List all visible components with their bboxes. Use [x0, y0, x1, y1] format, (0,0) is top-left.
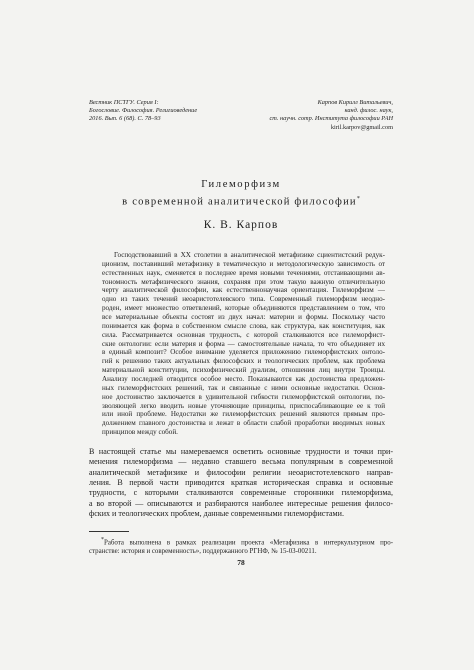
abstract-line: должением главного достоинства и лежат в области слабой проработки вводимых новых [102, 419, 385, 428]
footnote-line: странстве: история и современность», поддержанного РГНФ, № 15-03-00211. [89, 547, 317, 555]
abstract-line: все материальные объекты состоят из двух начал: материи и формы. Поскольку часто [102, 313, 385, 322]
abstract-line: ных гилеморфистских решений, так и связанные с ними основные недостатки. Основ- [102, 383, 385, 392]
author-email[interactable]: kiril.karpov@gmail.com [330, 123, 393, 131]
footnote-line [89, 536, 393, 548]
abstract-line: Господствовавший в ХХ столетии в аналитической метафизике сциентистский редук- [114, 251, 385, 259]
footnote-mark: * [101, 537, 104, 543]
footnote [89, 536, 393, 556]
title-line-1: Гилеморфизм [201, 179, 281, 190]
abstract-line: ное достоинство заключается в удивительной гибкости гилеморфистской онтологии, по- [102, 392, 385, 401]
journal-citation [89, 99, 229, 124]
title-footnote-mark[interactable]: * [356, 196, 360, 202]
body-line: аналитической метафизике и философии религии неоаристотелевского направ- [89, 467, 393, 477]
body-line: В настоящей статье мы намереваемся осветить основные трудности и точки при- [89, 447, 393, 456]
author-name-line: Карпов Кирилл Витальевич, [317, 99, 393, 106]
journal-citation-line: Богословие. Философия. Религиоведение [89, 107, 198, 115]
abstract-line: материальной конституции, психофизический дуализм, отношения лиц внутри Троицы. [102, 366, 385, 375]
author-affiliation [223, 99, 393, 132]
body-line: трудности, с которыми сталкиваются современные сторонники гилеморфизма, [89, 488, 393, 498]
journal-citation-line: Вестник ПСТГУ. Серия I: [89, 99, 159, 106]
abstract-line: понимается как форма в собственном смысле слова, как структура, как конституция, как [102, 321, 385, 330]
abstract-line: или иной проблеме. Недостатки же гилеморфистских решений являются прямым про- [102, 410, 385, 419]
abstract-line: принципов между собой. [102, 428, 178, 437]
footnote-divider [89, 531, 129, 532]
abstract-line: сила. Рассматривается основная трудность, с которой сталкиваются все гилеморфист- [102, 330, 385, 339]
title-line-2-text: в современной аналитической философии [122, 196, 357, 208]
abstract-line: одно из таких течений неоаристотелевского типа. Современный гилеморфизм неодно- [102, 295, 385, 304]
body-paragraph [89, 447, 393, 519]
abstract-line: в единый композит? Особое внимание уделяется приложению гилеморфистских онтоло- [102, 348, 385, 357]
abstract-line: тономность метафизического знания, сохраняя при этом такую важную отличительную [102, 277, 385, 286]
page-number: 78 [237, 558, 245, 567]
body-line: менения гилеморфизма — недавно ставшего весьма популярным в современной [89, 457, 393, 467]
body-line: ления. В первой части приводится краткая историческая справка и основные [89, 478, 393, 488]
abstract-line: роден, имеет множество ответвлений, которые объединяются представлением о том, что [102, 304, 385, 313]
abstract-line: ские онтологии: если материя и форма — самостоятельные начала, то что объединяет их [102, 339, 385, 348]
article-title [89, 178, 393, 210]
author-position-line: ст. научн. сотр. Института философии РАН [269, 115, 393, 123]
abstract-line: гий к решению таких актуальных философских и теологических проблем, как проблема [102, 357, 385, 366]
abstract [102, 251, 385, 437]
author-degree-line: канд. филос. наук, [344, 107, 393, 115]
footnote-text: Работа выполнена в рамках реализации проекта «Метафизика в интеркультурном про- [104, 539, 393, 547]
abstract-line: Анализу последней отводится особое место. Показываются как достоинства предложен- [102, 375, 385, 384]
body-line: фских и теологических проблем, данные современными гилеморфистами. [89, 509, 344, 519]
journal-citation-line: 2016. Вып. 6 (68). С. 78–93 [89, 115, 161, 123]
abstract-line: черту аналитической философии, как естественнонаучная ориентация. Гилеморфизм — [102, 286, 385, 295]
title-line-2 [89, 192, 393, 210]
abstract-line: ционизм, поставивший метафизику в тематическую и методологическую зависимость от [102, 259, 385, 268]
abstract-line: естественных наук, сменяется в последнее время новыми течениями, отстаивающими ав- [102, 268, 385, 277]
body-line: а во второй — описываются и разбираются наиболее интересные решения филосо- [89, 498, 393, 508]
article-author: К. В. Карпов [203, 219, 279, 231]
abstract-line: зволяющей легко вводить новые уточняющие принципы, приспосабливающие ее к той [102, 401, 385, 410]
